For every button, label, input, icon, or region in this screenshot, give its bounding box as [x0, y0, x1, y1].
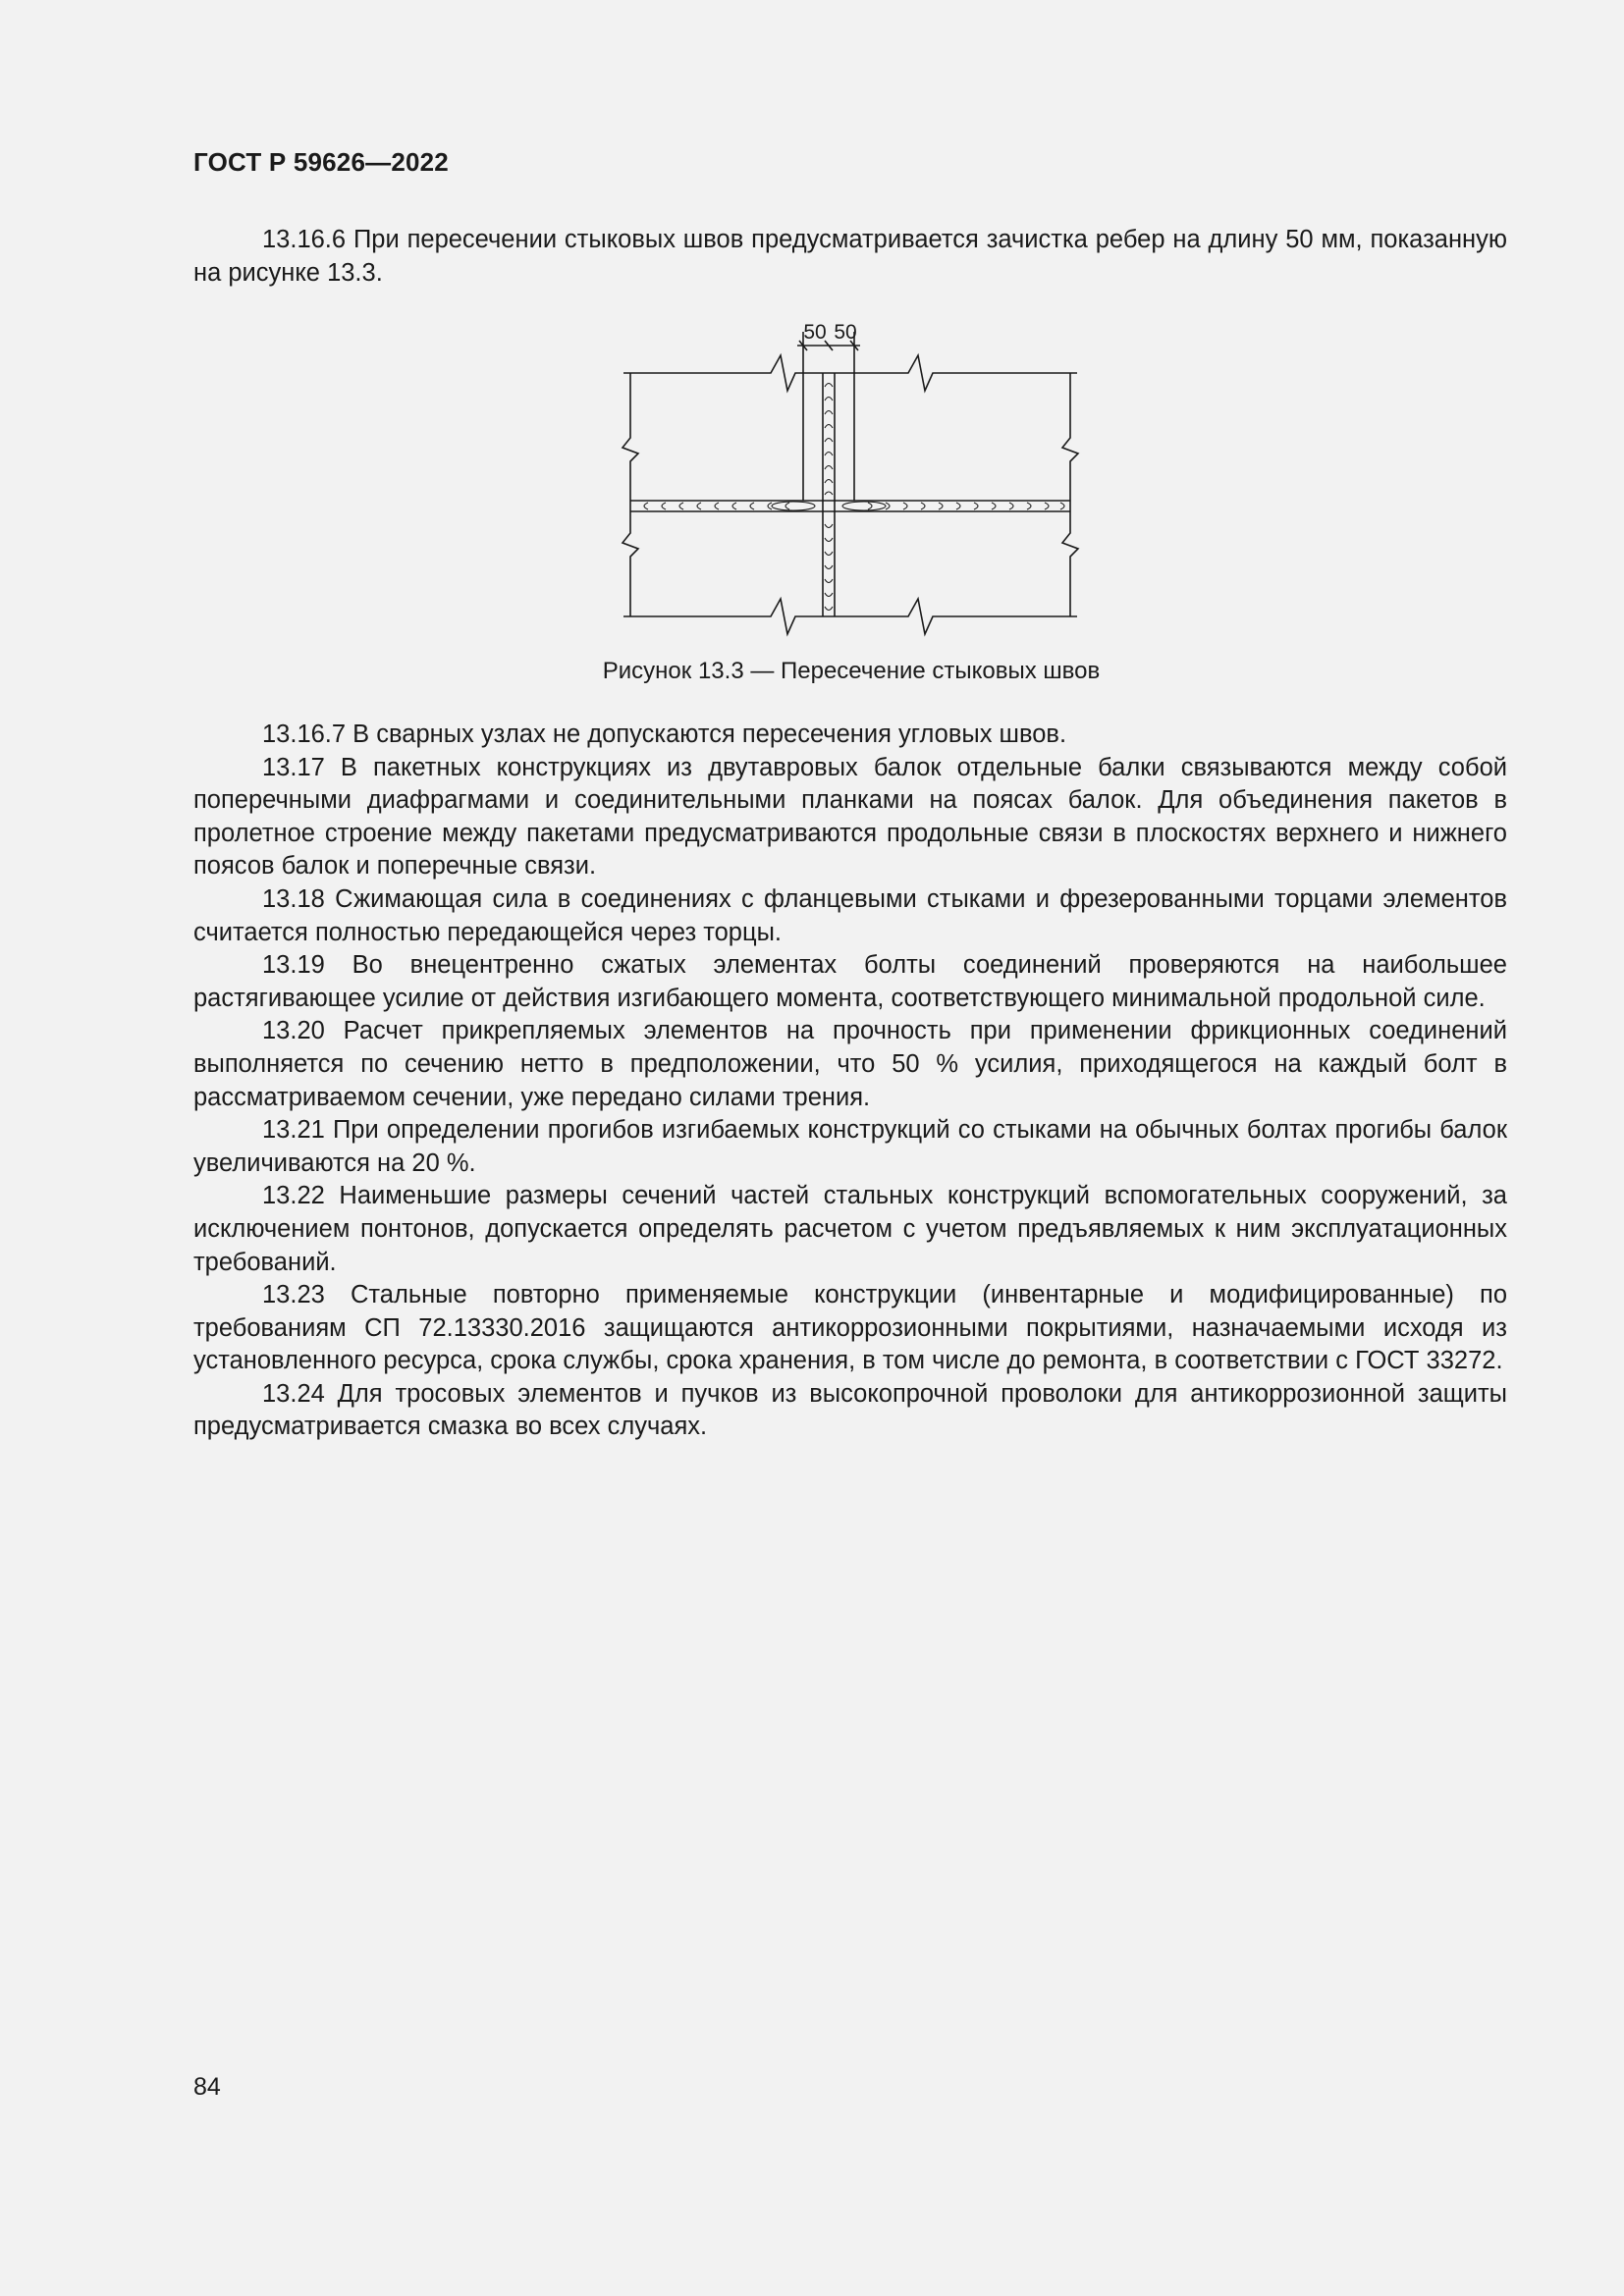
paragraph-13-18: 13.18 Сжимающая сила в соединениях с фланцевыми стыками и фрезерованными торцами элементов считается полностью передающейся через торцы. — [193, 884, 1507, 946]
paragraph-13-24: 13.24 Для тросовых элементов и пучков из высокопрочной проволоки для антикоррозионной защиты предусматривается смазка во всех случаях. — [193, 1379, 1507, 1441]
paragraph-13-16-6: 13.16.6 При пересечении стыковых швов предусматривается зачистка ребер на длину 50 мм, показанную на рисунке 13.3. — [193, 226, 1507, 287]
paragraph-13-19: 13.19 Во внецентренно сжатых элементах болты соединений проверяются на наибольшее растягивающее усилие от действия изгибающего момента, соответствующего минимальной продольной силе. — [193, 951, 1507, 1012]
figure-caption: Рисунок 13.3 — Пересечение стыковых швов — [602, 658, 1101, 684]
dimension-label-left: 50 — [803, 321, 827, 344]
paragraph-13-17: 13.17 В пакетных конструкциях из двутавровых балок отдельные балки связываются между собой поперечными диафрагмами и соединительными планками на поясах балок. Для объединения пакетов в пролетное строение между пакетами предусматриваются продольные связи в плоскостях верхнего и нижнего поясов балок и поперечные связи. — [193, 753, 1507, 881]
weld-intersection-drawing — [619, 312, 1085, 646]
paragraph-13-21: 13.21 При определении прогибов изгибаемых конструкций со стыками на обычных болтах прогибы балок увеличиваются на 20 %. — [193, 1116, 1507, 1177]
paragraph-13-20: 13.20 Расчет прикрепляемых элементов на прочность при применении фрикционных соединений выполняется по сечению нетто в предположении, что 50 % усилия, приходящегося на каждый болт в рассматриваемом сечении, уже передано силами трения. — [193, 1017, 1507, 1111]
paragraph-13-23: 13.23 Стальные повторно применяемые конструкции (инвентарные и модифицированные) по требованиям СП 72.13330.2016 защищаются антикоррозионными покрытиями, назначаемыми исходя из установленного ресурса, срока службы, срока хранения, в том числе до ремонта, в соответствии с ГОСТ 33272. — [193, 1281, 1507, 1375]
figure-13-3 — [619, 312, 1085, 646]
page-number: 84 — [193, 2073, 221, 2101]
intro-text — [193, 224, 1507, 290]
document-header: ГОСТ Р 59626—2022 — [193, 147, 449, 177]
paragraph-13-16-7: 13.16.7 В сварных узлах не допускаются пересечения угловых швов. — [262, 721, 1067, 748]
dimension-label-right: 50 — [834, 321, 857, 344]
body-text — [193, 719, 1507, 1444]
paragraph-13-22: 13.22 Наименьшие размеры сечений частей стальных конструкций вспомогательных сооружений, за исключением понтонов, допускается определять расчетом с учетом предъявляемых к ним эксплуатационных требований. — [193, 1182, 1507, 1276]
